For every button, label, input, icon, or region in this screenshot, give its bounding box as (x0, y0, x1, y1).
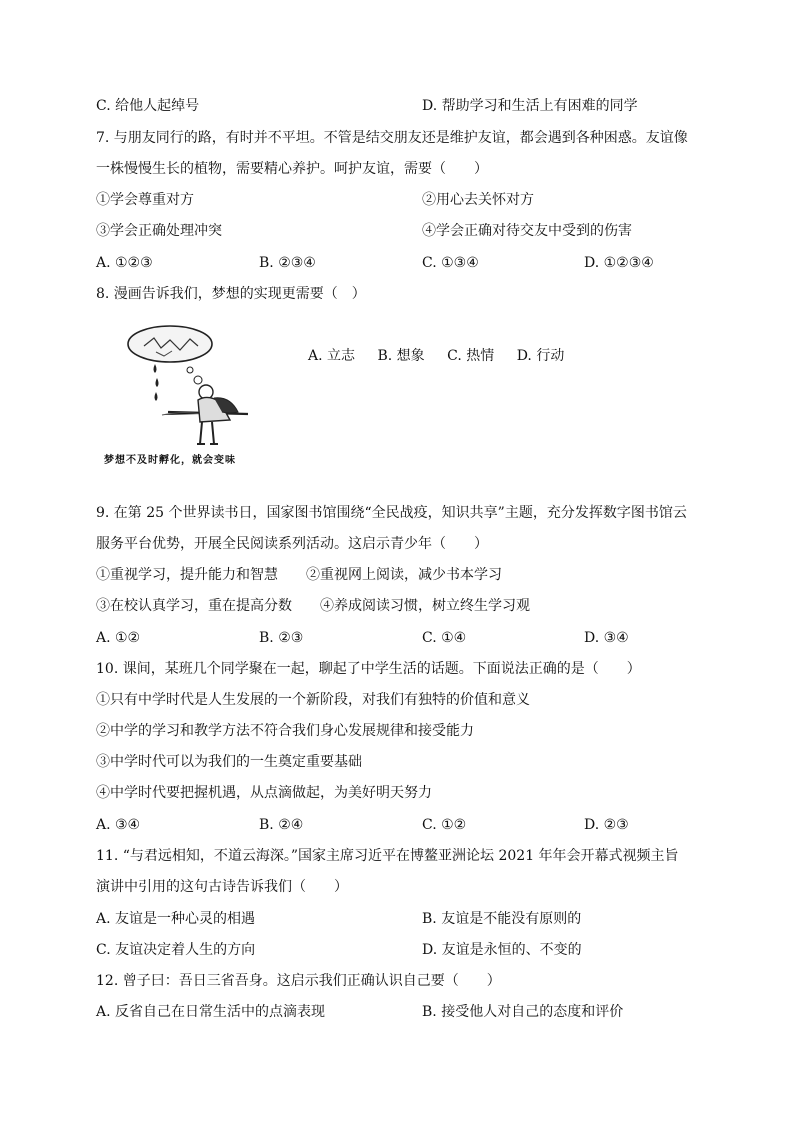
q10-option-c: C. ①② (422, 817, 467, 833)
q10-option-d: D. ②③ (584, 817, 629, 833)
q11-stem-line1: 11. “与君远相知，不道云海深。”国家主席习近平在博鳌亚洲论坛 2021 年年会开幕式视频主旨 (96, 848, 679, 864)
q8-option-c: C. 热情 (447, 348, 495, 364)
q8-cartoon-caption: 梦想不及时孵化，就会变味 (104, 455, 236, 466)
q8-stem: 8. 漫画告诉我们，梦想的实现更需要（ ） (96, 286, 366, 302)
q9-option-a: A. ①② (96, 630, 141, 646)
q9-stem-line1: 9. 在第 25 个世界读书日，国家图书馆围绕“全民战疫，知识共享”主题，充分发挥数字图书馆云 (96, 505, 687, 521)
q11-option-d: D. 友谊是永恒的、不变的 (422, 942, 582, 958)
q10-item-2: ②中学的学习和教学方法不符合我们身心发展规律和接受能力 (96, 723, 474, 739)
q12-stem: 12. 曾子曰：吾日三省吾身。这启示我们正确认识自己要（ ） (96, 973, 501, 989)
q7-item-3: ③学会正确处理冲突 (96, 223, 222, 239)
q9-option-d: D. ③④ (584, 630, 629, 646)
q7-option-b: B. ②③④ (259, 255, 316, 271)
q12-option-a: A. 反省自己在日常生活中的点滴表现 (96, 1004, 326, 1020)
q10-item-3: ③中学时代可以为我们的一生奠定重要基础 (96, 754, 362, 770)
q10-stem: 10. 课间，某班几个同学聚在一起，聊起了中学生活的话题。下面说法正确的是（ ） (96, 661, 641, 677)
q7-item-4: ④学会正确对待交友中受到的伤害 (422, 223, 632, 239)
q8-option-b: B. 想象 (377, 348, 425, 364)
q8-option-d: D. 行动 (516, 348, 565, 364)
q9-items-1-2: ①重视学习，提升能力和智慧 ②重视网上阅读，减少书本学习 (96, 567, 502, 583)
q6-option-c: C. 给他人起绰号 (96, 98, 200, 114)
q11-option-c: C. 友谊决定着人生的方向 (96, 942, 256, 958)
q12-option-b: B. 接受他人对自己的态度和评价 (422, 1004, 624, 1020)
q8-option-a: A. 立志 (308, 348, 356, 364)
q7-option-d: D. ①②③④ (584, 255, 654, 271)
q7-item-2: ②用心去关怀对方 (422, 192, 534, 208)
q11-option-b: B. 友谊是不能没有原则的 (422, 911, 582, 927)
q6-option-d: D. 帮助学习和生活上有困难的同学 (422, 98, 638, 114)
q7-stem-line1: 7. 与朋友同行的路，有时并不平坦。不管是结交朋友还是维护友谊，都会遇到各种困惑。友谊像 (96, 130, 688, 146)
q9-option-b: B. ②③ (259, 630, 304, 646)
q8-cartoon-illustration (98, 320, 298, 470)
q7-item-1: ①学会尊重对方 (96, 192, 194, 208)
q9-option-c: C. ①④ (422, 630, 467, 646)
q9-items-3-4: ③在校认真学习，重在提高分数 ④养成阅读习惯，树立终生学习观 (96, 598, 530, 614)
q10-option-b: B. ②④ (259, 817, 304, 833)
q8-options (308, 346, 582, 366)
q10-item-1: ①只有中学时代是人生发展的一个新阶段，对我们有独特的价值和意义 (96, 692, 530, 708)
q7-stem-line2: 一株慢慢生长的植物，需要精心养护。呵护友谊，需要（ ） (96, 161, 488, 177)
q11-option-a: A. 友谊是一种心灵的相遇 (96, 911, 256, 927)
q7-option-a: A. ①②③ (96, 255, 153, 271)
q10-item-4: ④中学时代要把握机遇，从点滴做起，为美好明天努力 (96, 785, 432, 801)
q11-stem-line2: 演讲中引用的这句古诗告诉我们（ ） (96, 879, 348, 895)
q9-stem-line2: 服务平台优势，开展全民阅读系列活动。这启示青少年（ ） (96, 536, 488, 552)
q10-option-a: A. ③④ (96, 817, 141, 833)
q7-option-c: C. ①③④ (422, 255, 479, 271)
